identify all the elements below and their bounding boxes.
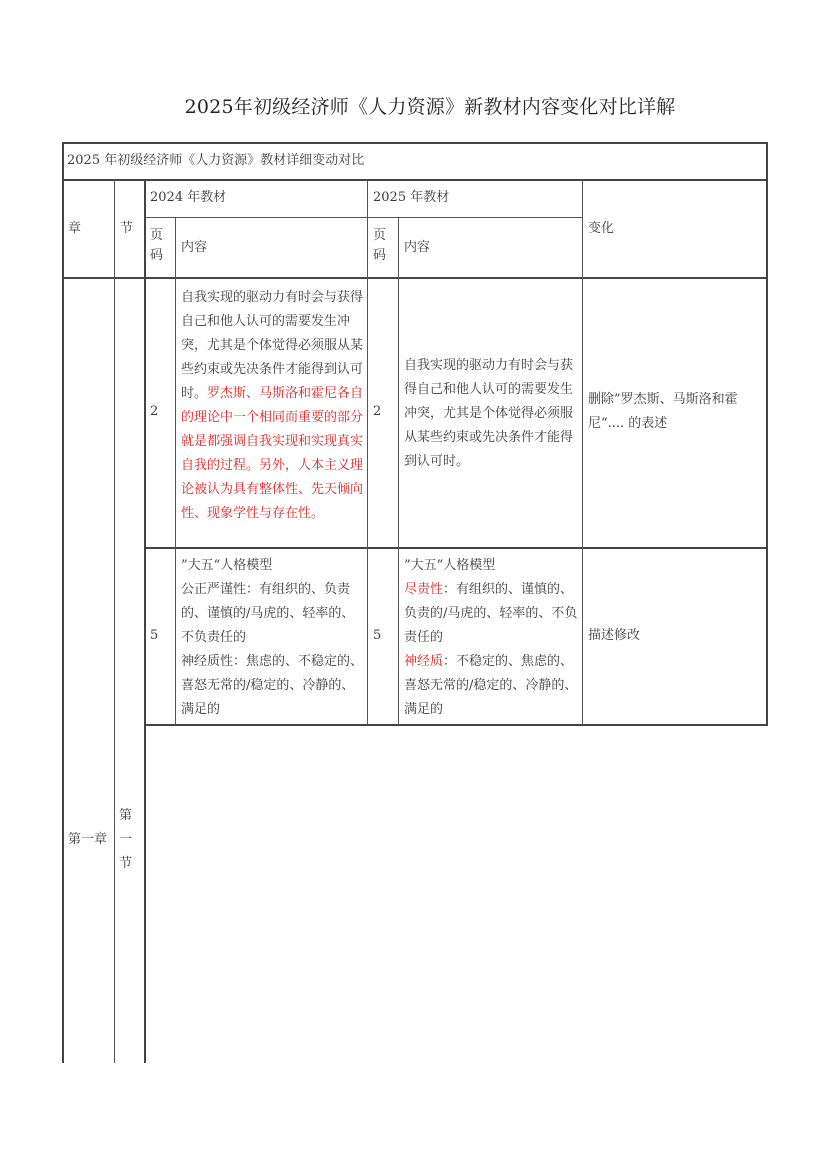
- row2-content-2025-trait2: [404, 650, 580, 722]
- row2-content-2025-trait1: [404, 578, 580, 650]
- header-content-2025: 内容: [404, 240, 431, 255]
- row1-content-2024: [181, 286, 365, 526]
- row2-trait2-desc: ：不稳定的、焦虑的、喜怒无常的/稳定的、冷静的、满足的: [404, 654, 578, 717]
- row2-content-2024-trait1: 公正严谨性：有组织的、负责的、谨慎的/马虎的、轻率的、不负责任的: [181, 582, 355, 645]
- table-caption: 2025 年初级经济师《人力资源》教材详细变动对比: [67, 153, 365, 168]
- row1-content-2024-deleted: 罗杰斯、马斯洛和霍尼各自的理论中一个相同而重要的部分就是都强调自我实现和实现真实自我的过程。另外，人本主义理论被认为具有整体性、先天倾向性、现象学性与存在性。: [181, 386, 364, 521]
- header-chapter: 章: [68, 221, 82, 236]
- header-content-2024: 内容: [181, 240, 208, 255]
- row2-content-2024-title: ”大五“人格模型: [181, 558, 273, 573]
- row1-content-2024-plain: 自我实现的驱动力有时会与获得自己和他人认可的需要发生冲突，尤其是个体觉得必须服从某些约束或先决条件才能得到认可时。: [181, 290, 364, 401]
- row1-page-2024: 2: [150, 404, 159, 419]
- comparison-table: [62, 142, 768, 1063]
- section-label: 第 一 节: [119, 808, 133, 871]
- row2-trait2-name: 神经质: [404, 654, 444, 669]
- header-page-2025: 页 码: [373, 228, 387, 263]
- row2-content-2025: [404, 554, 580, 722]
- row2-page-2025: 5: [373, 628, 382, 643]
- header-change: 变化: [588, 221, 615, 236]
- row2-content-2024: [181, 554, 365, 722]
- header-section: 节: [120, 221, 134, 236]
- row2-content-2024-trait2: 神经质性：焦虑的、不稳定的、喜怒无常的/稳定的、冷静的、满足的: [181, 654, 364, 717]
- header-2025-book: 2025 年教材: [373, 190, 450, 205]
- row2-trait1-desc: ：有组织的、谨慎的、负责的/马虎的、轻率的、不负责任的: [404, 582, 578, 645]
- row1-page-2025: 2: [373, 404, 382, 419]
- row2-change: 描述修改: [588, 628, 641, 643]
- header-page-2024: 页 码: [150, 228, 164, 263]
- row2-content-2025-title: ”大五“人格模型: [404, 558, 496, 573]
- header-2024-book: 2024 年教材: [150, 190, 227, 205]
- page-title: 2025年初级经济师《人力资源》新教材内容变化对比详解: [184, 96, 676, 118]
- row2-trait1-name: 尽责性: [404, 582, 444, 597]
- row2-page-2024: 5: [150, 628, 159, 643]
- row1-change: 删除”罗杰斯、马斯洛和霍尼“.... 的表述: [588, 392, 738, 431]
- row1-content-2025: 自我实现的驱动力有时会与获得自己和他人认可的需要发生冲突，尤其是个体觉得必须服从某些约束或先决条件才能得到认可时。: [404, 358, 574, 469]
- chapter-label: 第一章: [68, 832, 108, 847]
